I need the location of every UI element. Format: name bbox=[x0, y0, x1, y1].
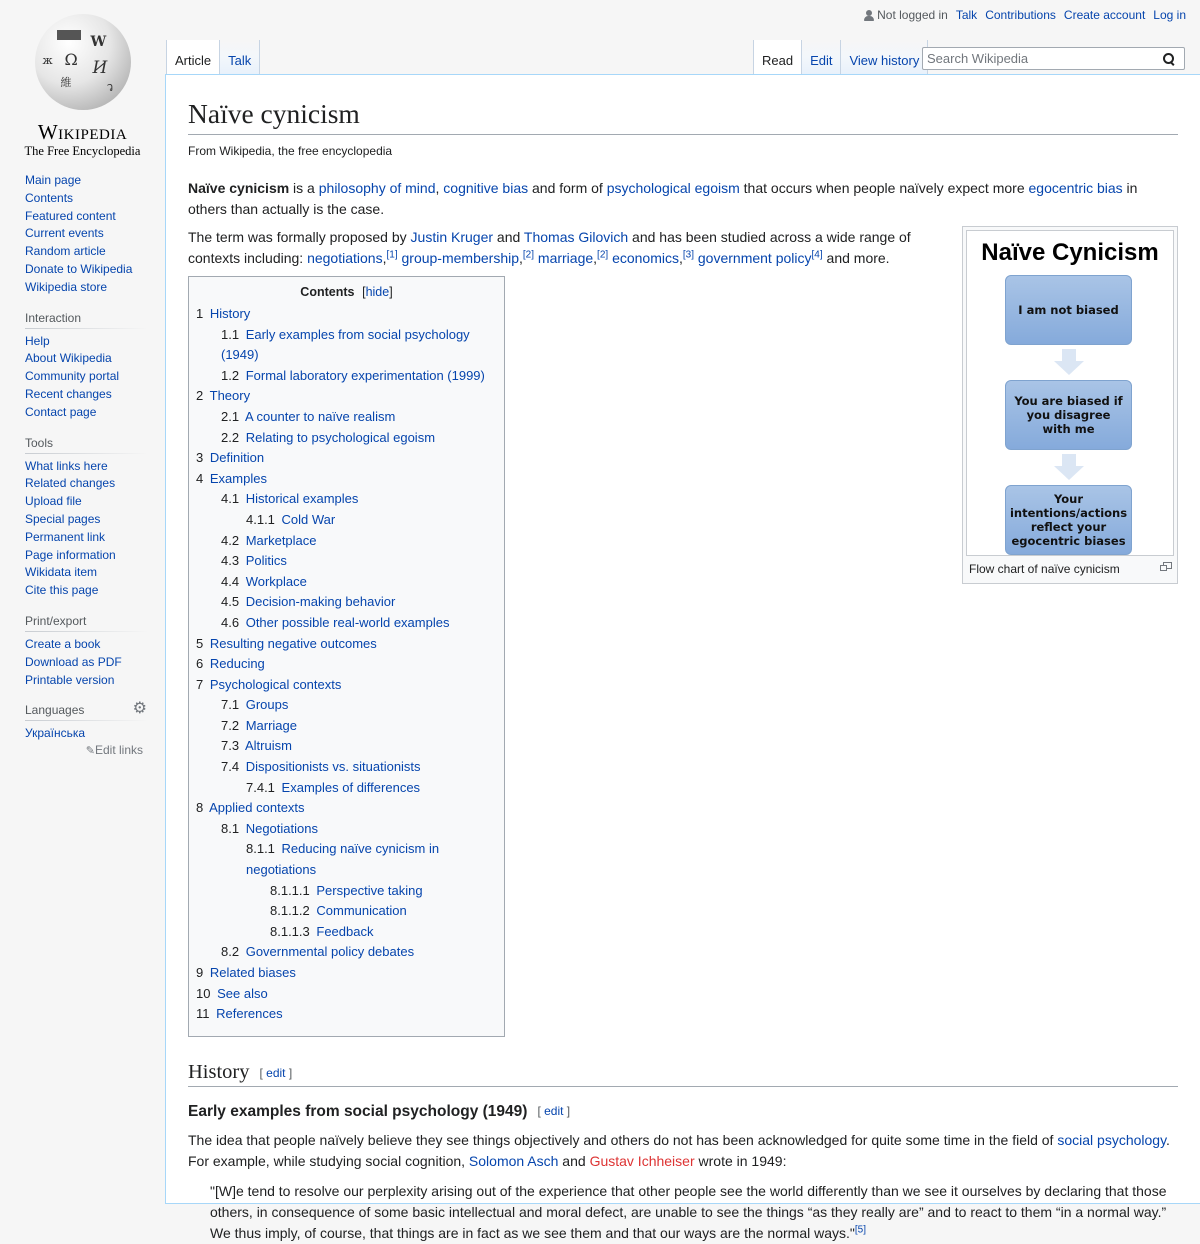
tagline: The Free Encyclopedia bbox=[24, 144, 141, 158]
navigation-portal bbox=[25, 172, 165, 297]
toc-number: 2 bbox=[196, 388, 204, 404]
toc-item[interactable] bbox=[196, 448, 497, 469]
tab-article[interactable]: Article bbox=[166, 40, 220, 74]
toc-list bbox=[196, 304, 497, 1025]
section-heading-history: History [ edit ] bbox=[188, 1059, 1178, 1088]
namespace-tabs bbox=[166, 40, 260, 74]
toc-number: 6 bbox=[196, 656, 204, 672]
contributions-link[interactable]: Contributions bbox=[985, 8, 1056, 22]
sidebar-item-donate[interactable]: Donate to Wikipedia bbox=[25, 261, 133, 276]
toc-item[interactable] bbox=[196, 551, 497, 572]
toc-number: 2.2 bbox=[221, 429, 240, 445]
toc-number: 7.4.1 bbox=[246, 779, 275, 795]
link-government-policy[interactable]: government policy bbox=[697, 250, 812, 266]
ref-5[interactable]: [5] bbox=[854, 1224, 866, 1236]
sidebar-item-wikidata-item[interactable]: Wikidata item bbox=[25, 565, 98, 580]
toc-item[interactable] bbox=[196, 736, 497, 757]
sidebar-item-random-article[interactable]: Random article bbox=[25, 244, 106, 259]
link-negotiations[interactable]: negotiations bbox=[307, 250, 383, 266]
toc-title: Contents [hide] bbox=[300, 285, 393, 299]
view-tabs bbox=[753, 40, 928, 74]
toc-item[interactable] bbox=[196, 716, 497, 737]
link-thomas-gilovich[interactable]: Thomas Gilovich bbox=[523, 229, 629, 245]
tab-talk[interactable]: Talk bbox=[220, 40, 260, 74]
article-content bbox=[165, 74, 1200, 1242]
toc-item[interactable] bbox=[196, 819, 497, 840]
interaction-heading: Interaction bbox=[25, 311, 147, 329]
toc-link[interactable]: Groups bbox=[245, 697, 289, 713]
sidebar-item-store[interactable]: Wikipedia store bbox=[25, 279, 108, 294]
ref-4[interactable]: [4] bbox=[811, 249, 823, 261]
sidebar-item-about[interactable]: About Wikipedia bbox=[25, 351, 112, 366]
enlarge-icon[interactable] bbox=[1160, 562, 1171, 571]
toc-link[interactable]: See also bbox=[217, 985, 268, 1001]
sidebar-item-what-links-here[interactable]: What links here bbox=[25, 458, 108, 473]
toc-link[interactable]: Examples of differences bbox=[281, 779, 421, 795]
toc-item[interactable] bbox=[196, 304, 497, 325]
toc-item[interactable] bbox=[196, 901, 497, 922]
flow-chart-figure bbox=[962, 226, 1178, 584]
intro-paragraph-2: The term was formally proposed by Justin Kruger and Thomas Gilovich and has been studied across a wide range of contexts including: negotiations,[1] group-membership,[2] marriage,[2] economics,[3] government policy[4] and more. bbox=[188, 229, 911, 266]
sidebar-item-create-book[interactable]: Create a book bbox=[25, 636, 101, 651]
link-psychological-egoism[interactable]: psychological egoism bbox=[606, 180, 740, 196]
toc-link[interactable]: Communication bbox=[316, 903, 407, 919]
flow-box-2: You are biased if you disagree with me bbox=[1005, 380, 1132, 450]
toc-number: 1.2 bbox=[221, 367, 240, 383]
search-input[interactable] bbox=[923, 51, 1158, 66]
toc-link[interactable]: Decision-making behavior bbox=[245, 594, 396, 610]
wordmark: Wikipedia bbox=[37, 120, 128, 144]
toc-link[interactable]: Feedback bbox=[316, 923, 374, 939]
toc-number: 8.1.1.1 bbox=[270, 882, 310, 898]
toc-link[interactable]: Resulting negative outcomes bbox=[209, 635, 377, 651]
languages-heading: Languages ⚙ bbox=[25, 703, 147, 721]
toc-number: 4.4 bbox=[221, 573, 240, 589]
tab-edit[interactable]: Edit bbox=[802, 40, 841, 74]
flow-chart-image[interactable]: Naïve Cynicism I am not biased You are biased if you disagree with me Your intentions/actions reflect your egocentric biases bbox=[966, 230, 1174, 556]
toc-item[interactable] bbox=[196, 366, 497, 387]
toc-item[interactable] bbox=[196, 325, 497, 366]
ref-2[interactable]: [2] bbox=[522, 249, 535, 261]
sidebar-item-contact-page[interactable]: Contact page bbox=[25, 404, 97, 419]
toc-link[interactable]: Other possible real-world examples bbox=[245, 614, 450, 630]
toc-item[interactable] bbox=[196, 778, 497, 799]
toc-number: 2.1 bbox=[221, 408, 240, 424]
toc-item[interactable] bbox=[196, 922, 497, 943]
search-button[interactable] bbox=[1158, 48, 1180, 69]
toc-number: 7.4 bbox=[221, 759, 240, 775]
link-philosophy-of-mind[interactable]: philosophy of mind bbox=[318, 180, 436, 196]
toc-item[interactable] bbox=[196, 757, 497, 778]
create-account-link[interactable]: Create account bbox=[1063, 8, 1146, 22]
toc-item[interactable] bbox=[196, 881, 497, 902]
sidebar-item-cite-this-page[interactable]: Cite this page bbox=[25, 583, 99, 598]
toc-link[interactable]: Governmental policy debates bbox=[245, 944, 415, 960]
toc-item[interactable] bbox=[196, 428, 497, 449]
toc-number: 7 bbox=[196, 676, 204, 692]
toc-item[interactable] bbox=[196, 469, 497, 490]
site-subtitle: From Wikipedia, the free encyclopedia bbox=[188, 144, 393, 158]
tab-view-history[interactable]: View history bbox=[841, 40, 928, 74]
languages-portal bbox=[25, 700, 165, 758]
pencil-icon: ✎ bbox=[85, 745, 95, 758]
sidebar-item-help[interactable]: Help bbox=[25, 333, 50, 348]
toc-link[interactable]: Reducing bbox=[209, 656, 265, 672]
sidebar bbox=[0, 172, 165, 771]
toc-link[interactable]: Examples bbox=[209, 470, 267, 486]
print-heading: Print/export bbox=[25, 614, 147, 632]
wikipedia-logo[interactable] bbox=[0, 0, 165, 160]
toc-number: 10 bbox=[196, 985, 211, 1001]
link-cognitive-bias[interactable]: cognitive bias bbox=[443, 180, 529, 196]
toc-number: 4.5 bbox=[221, 594, 240, 610]
sidebar-item-community-portal[interactable]: Community portal bbox=[25, 369, 120, 384]
toc-number: 9 bbox=[196, 965, 204, 980]
toc-link[interactable]: Marketplace bbox=[245, 532, 317, 548]
log-in-link[interactable]: Log in bbox=[1153, 8, 1186, 22]
lead-paragraph: Naïve cynicism is a philosophy of mind, cognitive bias and form of psychological egoism that occurs when people naïvely expect more egocentric bias in others than actually is the case. bbox=[188, 180, 1138, 217]
toc-number: 8.2 bbox=[221, 944, 240, 960]
sidebar-item-download-pdf[interactable]: Download as PDF bbox=[25, 654, 122, 669]
toc-item[interactable] bbox=[196, 675, 497, 696]
link-group-membership[interactable]: group-membership bbox=[401, 250, 519, 266]
toc-item[interactable] bbox=[196, 654, 497, 675]
down-arrow-icon bbox=[1054, 349, 1084, 375]
gear-icon[interactable]: ⚙ bbox=[132, 700, 147, 718]
toc-link[interactable]: Formal laboratory experimentation (1999) bbox=[245, 367, 485, 383]
history-paragraph: The idea that people naïvely believe they see things objectively and others do not has been acknowledged for quite some time in the field of social psychology. For example, while studying social cognition, Solomon Asch and Gustav Ichheiser wrote in 1949: bbox=[188, 1132, 1170, 1170]
link-economics[interactable]: economics bbox=[612, 250, 679, 266]
search-box bbox=[922, 47, 1185, 70]
toc-link[interactable]: Historical examples bbox=[245, 491, 359, 507]
toc-item[interactable] bbox=[196, 839, 497, 880]
link-social-psychology[interactable]: social psychology bbox=[1057, 1132, 1167, 1149]
sidebar-item-related-changes[interactable]: Related changes bbox=[25, 476, 116, 491]
toc-number: 7.3 bbox=[221, 738, 240, 754]
edit-links-button[interactable]: ✎Edit links bbox=[85, 743, 143, 758]
toc-link[interactable]: A counter to naïve realism bbox=[244, 408, 396, 424]
toc-link[interactable]: Early examples from social psychology (1949) bbox=[221, 326, 470, 363]
toc-link[interactable]: Cold War bbox=[281, 511, 336, 527]
toc-link[interactable]: Related biases bbox=[209, 965, 296, 980]
toc-item[interactable] bbox=[196, 407, 497, 428]
toc-link[interactable]: Workplace bbox=[245, 573, 307, 589]
toc-number: 4.6 bbox=[221, 614, 240, 630]
toc-item[interactable] bbox=[196, 592, 497, 613]
print-portal bbox=[25, 614, 165, 689]
toc-item[interactable] bbox=[196, 489, 497, 510]
toc-number: 3 bbox=[196, 450, 204, 466]
toc-number: 8.1.1.2 bbox=[270, 903, 310, 919]
toc-number: 4.2 bbox=[221, 532, 240, 548]
toc-item[interactable] bbox=[196, 942, 497, 963]
toc-number: 7.1 bbox=[221, 697, 240, 713]
edit-section-early-examples[interactable]: edit bbox=[544, 1104, 564, 1119]
ref-2b[interactable]: [2] bbox=[597, 249, 609, 261]
link-solomon-asch[interactable]: Solomon Asch bbox=[468, 1153, 559, 1170]
toc-number: 4.1.1 bbox=[246, 511, 275, 527]
toc-link[interactable]: Politics bbox=[245, 553, 287, 569]
sidebar-item-language-ukrainian[interactable]: Українська bbox=[25, 726, 86, 741]
toc-item[interactable] bbox=[196, 963, 497, 984]
toc-hide-toggle[interactable]: hide bbox=[365, 285, 390, 299]
toc-link[interactable]: Negotiations bbox=[245, 820, 318, 836]
toc-item[interactable] bbox=[196, 984, 497, 1005]
toc-item[interactable] bbox=[196, 386, 497, 407]
personal-tools bbox=[864, 8, 1186, 22]
quote-block: "[W]e tend to resolve our perplexity arising out of the experience that other people see the world differently than we see it ourselves by declaring that those others, in consequence of some basic intellectual and moral defect, are unable to see the things “as they really are” and to react to them “in a normal way.” We thus imply, of course, that things are in fact as we see them and that our ways are the normal ways."[5] bbox=[210, 1183, 1167, 1242]
edit-section-history[interactable]: edit bbox=[266, 1065, 286, 1080]
flow-box-3: Your intentions/actions reflect your egocentric biases bbox=[1005, 485, 1132, 555]
toc-item[interactable] bbox=[196, 634, 497, 655]
tools-heading: Tools bbox=[25, 436, 147, 454]
toc-link[interactable]: Perspective taking bbox=[316, 882, 423, 898]
sidebar-item-special-pages[interactable]: Special pages bbox=[25, 511, 101, 526]
figure-caption: Flow chart of naïve cynicism bbox=[966, 556, 1174, 576]
toc-number: 4.3 bbox=[221, 553, 240, 569]
sidebar-item-current-events[interactable]: Current events bbox=[25, 226, 104, 241]
toc-number: 5 bbox=[196, 635, 204, 651]
sidebar-item-featured-content[interactable]: Featured content bbox=[25, 208, 116, 223]
toc-number: 8.1.1 bbox=[246, 841, 275, 857]
toc-number: 1.1 bbox=[221, 326, 240, 342]
link-justin-kruger[interactable]: Justin Kruger bbox=[410, 229, 494, 245]
sidebar-item-printable-version[interactable]: Printable version bbox=[25, 672, 115, 687]
toc-item[interactable] bbox=[196, 613, 497, 634]
toc-link[interactable]: Marriage bbox=[245, 717, 297, 733]
talk-link[interactable]: Talk bbox=[955, 8, 978, 22]
toc-link[interactable]: Definition bbox=[209, 450, 265, 466]
puzzle-globe-icon: Ω W И 維 ว ж bbox=[35, 14, 131, 110]
toc-link[interactable]: Dispositionists vs. situationists bbox=[245, 759, 421, 775]
toc-link[interactable]: History bbox=[209, 306, 251, 321]
toc-number: 4.1 bbox=[221, 491, 240, 507]
anon-status: Not logged in bbox=[864, 8, 948, 22]
ref-3[interactable]: [3] bbox=[682, 249, 694, 261]
toc-item[interactable] bbox=[196, 798, 497, 819]
sidebar-item-recent-changes[interactable]: Recent changes bbox=[25, 386, 112, 401]
table-of-contents bbox=[188, 276, 505, 1037]
toc-item[interactable] bbox=[196, 510, 497, 531]
toc-number: 8 bbox=[196, 800, 204, 816]
toc-link[interactable]: Reducing naïve cynicism in negotiations bbox=[246, 841, 440, 878]
toc-number: 1 bbox=[196, 306, 204, 321]
toc-link[interactable]: Relating to psychological egoism bbox=[245, 429, 436, 445]
tab-read[interactable]: Read bbox=[753, 40, 802, 74]
sidebar-item-page-information[interactable]: Page information bbox=[25, 547, 116, 562]
toc-item[interactable] bbox=[196, 1004, 497, 1025]
down-arrow-icon bbox=[1054, 454, 1084, 480]
sidebar-item-main-page[interactable]: Main page bbox=[25, 173, 82, 187]
toc-number: 4 bbox=[196, 470, 204, 486]
ref-1[interactable]: [1] bbox=[386, 249, 398, 261]
toc-link[interactable]: Applied contexts bbox=[209, 800, 305, 816]
tools-portal bbox=[25, 436, 165, 600]
link-gustav-ichheiser[interactable]: Gustav Ichheiser bbox=[589, 1153, 695, 1170]
toc-link[interactable]: References bbox=[216, 1006, 283, 1022]
toc-item[interactable] bbox=[196, 531, 497, 552]
toc-link[interactable]: Theory bbox=[209, 388, 251, 404]
toc-number: 11 bbox=[196, 1006, 210, 1022]
toc-link[interactable]: Altruism bbox=[244, 738, 292, 754]
interaction-portal bbox=[25, 311, 165, 422]
sidebar-item-permanent-link[interactable]: Permanent link bbox=[25, 529, 106, 544]
toc-number: 8.1.1.3 bbox=[270, 923, 310, 939]
page-title: Naïve cynicism bbox=[188, 95, 1178, 135]
toc-link[interactable]: Psychological contexts bbox=[209, 676, 342, 692]
sidebar-item-upload-file[interactable]: Upload file bbox=[25, 494, 82, 509]
toc-number: 8.1 bbox=[221, 820, 240, 836]
search-icon bbox=[1163, 53, 1175, 65]
subsection-heading-early-examples: Early examples from social psychology (1949) [ edit ] bbox=[188, 1103, 571, 1121]
link-egocentric-bias[interactable]: egocentric bias bbox=[1028, 180, 1123, 196]
toc-item[interactable] bbox=[196, 572, 497, 593]
user-icon bbox=[864, 10, 874, 21]
link-marriage[interactable]: marriage bbox=[537, 250, 594, 266]
toc-number: 7.2 bbox=[221, 717, 240, 733]
toc-item[interactable] bbox=[196, 695, 497, 716]
sidebar-item-contents[interactable]: Contents bbox=[25, 190, 74, 205]
flow-box-1: I am not biased bbox=[1005, 275, 1132, 345]
